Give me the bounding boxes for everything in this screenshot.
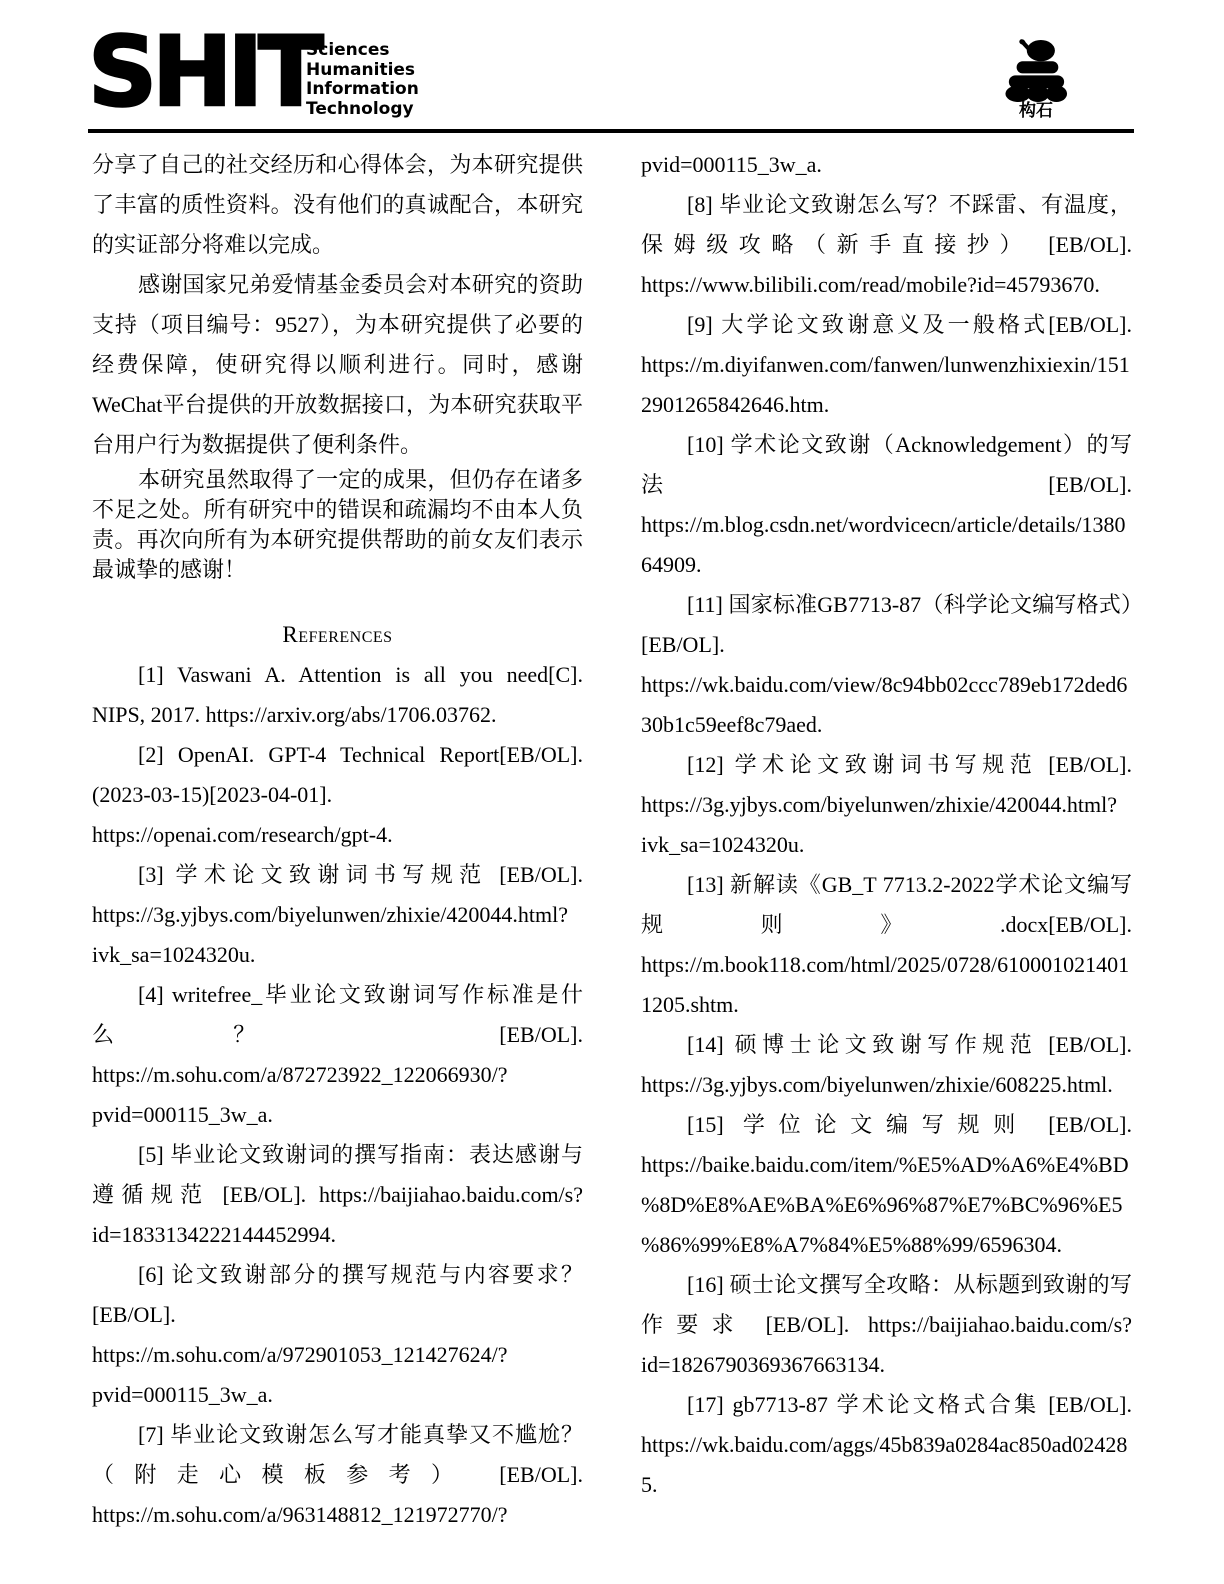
acknowledgement-paragraph: 分享了自己的社交经历和心得体会，为本研究提供了丰富的质性资料。没有他们的真诚配合，本研究的实证部分将难以完成。 [92, 152, 583, 257]
journal-logo: SHIT [88, 16, 319, 128]
reference-item: [16] 硕士论文撰写全攻略：从标题到致谢的写作要求 [EB/OL]. https://baijiahao.baidu.com/s?id=1826790369367663134. [641, 1272, 1132, 1377]
reference-item: [1] Vaswani A. Attention is all you need[C]. NIPS, 2017. https://arxiv.org/abs/1706.03762. [92, 662, 583, 727]
reference-item: [13] 新解读《GB_T 7713.2-2022学术论文编写规则》.docx[EB/OL]. https://m.book118.com/html/2025/0728/6100010214011205.shtm. [641, 872, 1132, 1017]
reference-item: [5] 毕业论文致谢词的撰写指南：表达感谢与遵循规范 [EB/OL]. https://baijiahao.baidu.com/s?id=1833134222144452994. [92, 1142, 583, 1247]
reference-item: [10] 学术论文致谢（Acknowledgement）的写法 [EB/OL]. https://m.blog.csdn.net/wordvicecn/article/details/138064909. [641, 432, 1132, 577]
journal-tagline [306, 41, 419, 119]
publisher-logo [997, 38, 1075, 120]
references-heading: References [282, 622, 393, 647]
reference-item: [4] writefree_毕业论文致谢词写作标准是什么？ [EB/OL]. https://m.sohu.com/a/872723922_122066930/?pvid=000115_3w_a. [92, 982, 583, 1127]
reference-item: [7] 毕业论文致谢怎么写才能真挚又不尴尬？（附走心模板参考） [EB/OL]. https://m.sohu.com/a/963148812_121972770/?pvid=000115_3w_a. [92, 152, 822, 1527]
reference-item: [11] 国家标准GB7713-87（科学论文编写格式）[EB/OL]. https://wk.baidu.com/view/8c94bb02ccc789eb172ded630b1c59eef8c79aed. [641, 592, 1132, 737]
reference-item: [9] 大学论文致谢意义及一般格式[EB/OL]. https://m.diyifanwen.com/fanwen/lunwenzhixiexin/1512901265842646.htm. [641, 312, 1132, 417]
tagline-line: Sciences [306, 40, 390, 60]
journal-header [88, 16, 1132, 128]
tagline-line: Humanities [306, 59, 416, 80]
header-rule [88, 129, 1134, 133]
reference-item: [3] 学术论文致谢词书写规范 [EB/OL]. https://3g.yjbys.com/biyelunwen/zhixie/420044.html?ivk_sa=1024320u. [92, 862, 583, 967]
publisher-name: 构石 [1019, 101, 1053, 121]
reference-item: [2] OpenAI. GPT-4 Technical Report[EB/OL]. (2023-03-15)[2023-04-01]. https://openai.com/research/gpt-4. [92, 742, 583, 847]
tagline-line: Information [306, 79, 419, 99]
rock-pile-icon [1001, 38, 1071, 102]
page-body [92, 145, 1132, 1551]
acknowledgement-paragraph: 本研究虽然取得了一定的成果，但仍存在诸多不足之处。所有研究中的错误和疏漏均不由本人负责。再次向所有为本研究提供帮助的前女友们表示最诚挚的感谢！ [92, 467, 583, 582]
reference-item: [14] 硕博士论文致谢写作规范 [EB/OL]. https://3g.yjbys.com/biyelunwen/zhixie/608225.html. [641, 1032, 1132, 1097]
reference-item: [17] gb7713-87 学术论文格式合集 [EB/OL]. https://wk.baidu.com/aggs/45b839a0284ac850ad024285. [641, 1392, 1132, 1497]
reference-item: [15] 学位论文编写规则 [EB/OL]. https://baike.baidu.com/item/%E5%AD%A6%E4%BD%8D%E8%AE%BA%E6%96%87%E7%BC%96%E5%86%99%E8%A7%84%E5%88%99/6596304. [641, 1112, 1132, 1257]
reference-item: [12] 学术论文致谢词书写规范 [EB/OL]. https://3g.yjbys.com/biyelunwen/zhixie/420044.html?ivk_sa=1024320u. [641, 752, 1132, 857]
reference-item: [6] 论文致谢部分的撰写规范与内容要求？ [EB/OL]. https://m.sohu.com/a/972901053_121427624/?pvid=000115_3w_a. [92, 1262, 583, 1407]
acknowledgement-paragraph: 感谢国家兄弟爱情基金委员会对本研究的资助支持（项目编号：9527），为本研究提供了必要的经费保障，使研究得以顺利进行。同时，感谢WeChat平台提供的开放数据接口，为本研究获取平台用户行为数据提供了便利条件。 [92, 272, 583, 457]
reference-item: [8] 毕业论文致谢怎么写？不踩雷、有温度，保姆级攻略（新手直接抄） [EB/OL]. https://www.bilibili.com/read/mobile?id=45793670. [641, 192, 1132, 297]
tagline-line: Technology [306, 98, 414, 119]
